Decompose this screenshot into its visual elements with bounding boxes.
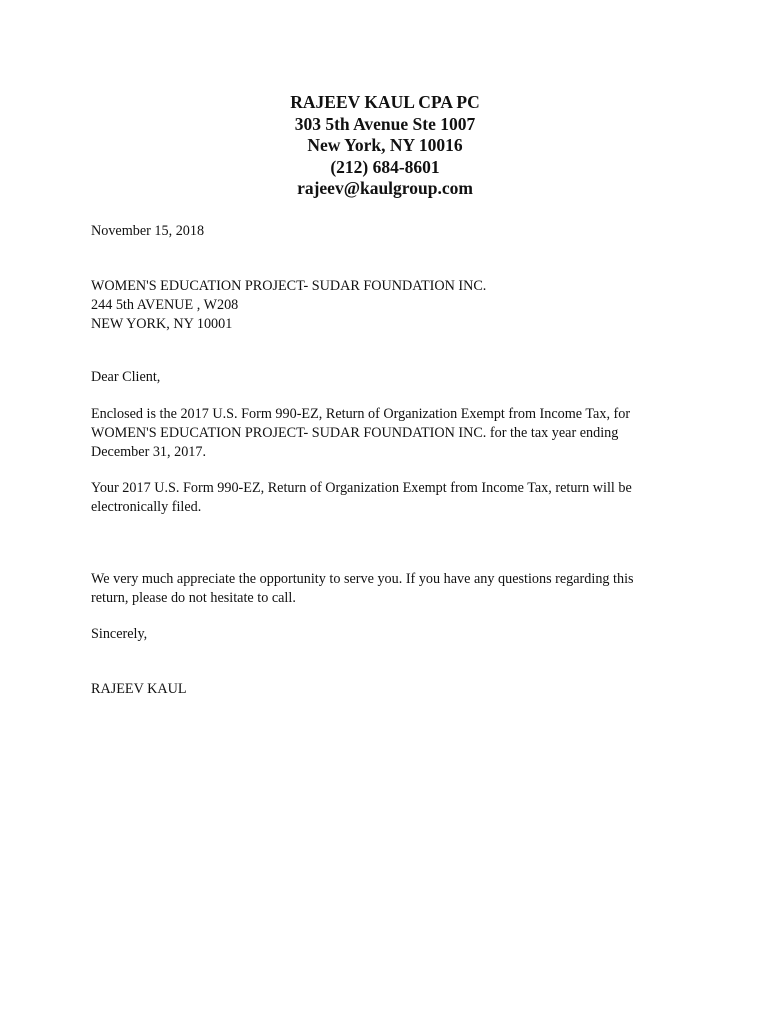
paragraph-line: We very much appreciate the opportunity to serve you. If you have any questions regarding this: [91, 571, 634, 587]
closing: [91, 625, 691, 644]
salutation: [91, 368, 691, 387]
date-text: November 15, 2018: [91, 223, 205, 239]
paragraph-line: Enclosed is the 2017 U.S. Form 990-EZ, Return of Organization Exempt from Income Tax, for: [91, 406, 631, 422]
firm-city-state-zip: New York, NY 10016: [307, 135, 463, 155]
firm-phone: (212) 684-8601: [330, 156, 440, 177]
firm-street-address: 303 5th Avenue Ste 1007: [294, 113, 476, 134]
recipient-name: WOMEN'S EDUCATION PROJECT- SUDAR FOUNDATION INC.: [91, 278, 487, 294]
firm-name: RAJEEV KAUL CPA PC: [290, 92, 480, 112]
closing-text: Sincerely,: [91, 626, 148, 642]
paragraph-line: return, please do not hesitate to call.: [91, 590, 296, 606]
signature-name: RAJEEV KAUL: [91, 681, 187, 697]
letter-date: [91, 222, 691, 241]
letterhead: [0, 92, 770, 200]
paragraph-line: WOMEN'S EDUCATION PROJECT- SUDAR FOUNDATION INC. for the tax year ending: [91, 425, 619, 441]
recipient-address-line2: NEW YORK, NY 10001: [91, 316, 233, 332]
paragraph-line: December 31, 2017.: [91, 444, 207, 460]
paragraph-enclosed: [91, 405, 691, 462]
salutation-text: Dear Client,: [91, 369, 161, 385]
recipient-address-line1: 244 5th AVENUE , W208: [91, 297, 239, 313]
recipient-address: [91, 277, 691, 334]
paragraph-appreciation: [91, 570, 691, 608]
paragraph-filing: [91, 479, 691, 517]
firm-email: rajeev@kaulgroup.com: [297, 178, 473, 198]
paragraph-line: electronically filed.: [91, 499, 202, 515]
signature: [91, 680, 691, 699]
paragraph-line: Your 2017 U.S. Form 990-EZ, Return of Organization Exempt from Income Tax, return will be: [91, 480, 632, 496]
